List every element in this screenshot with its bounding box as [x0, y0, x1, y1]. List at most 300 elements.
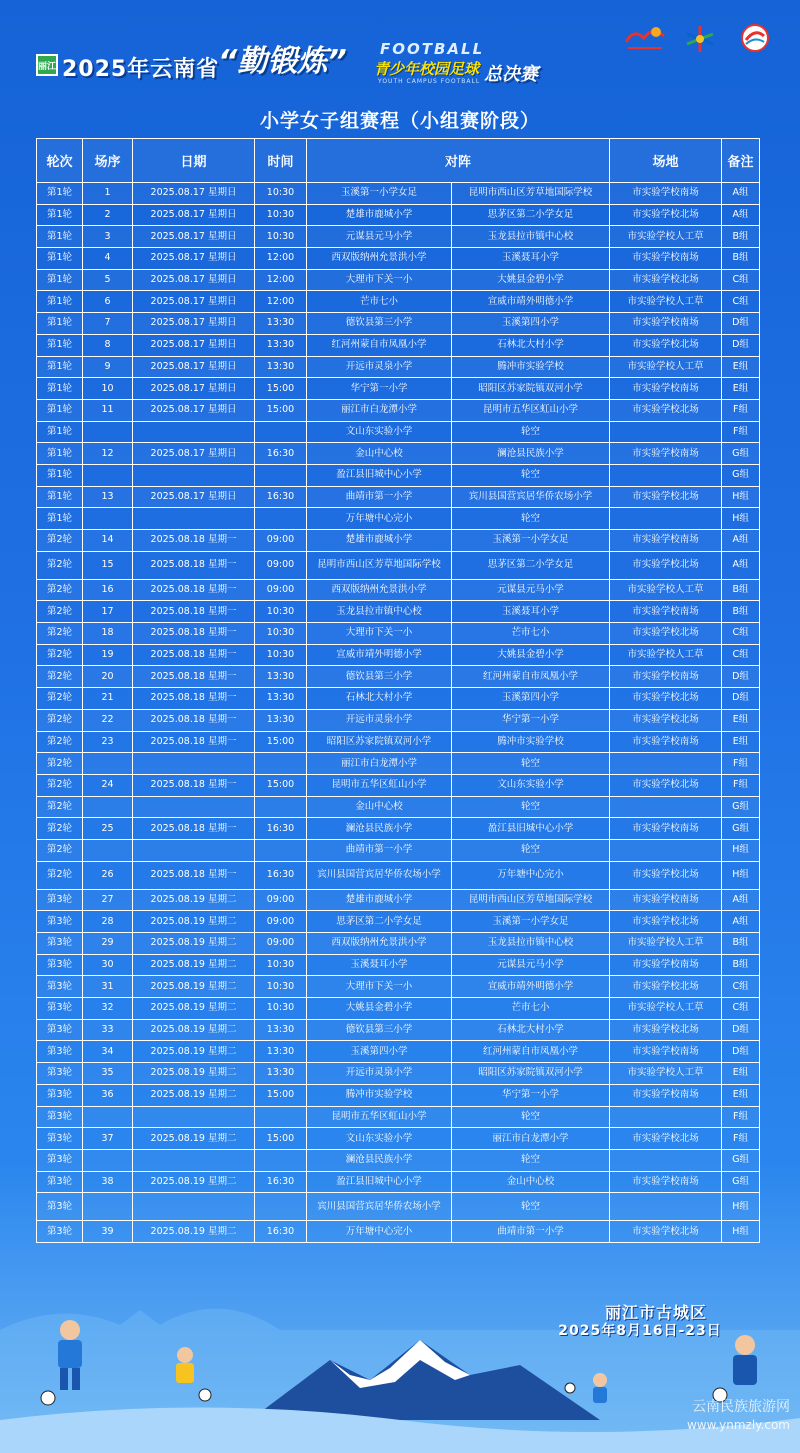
cell-time: 10:30 — [255, 954, 307, 976]
cell-round: 第3轮 — [37, 1171, 83, 1193]
cell-time: 12:00 — [255, 291, 307, 313]
table-row — [37, 508, 760, 530]
table-row — [37, 753, 760, 775]
cell-team-b: 昆明市西山区芳草地国际学校 — [452, 183, 610, 205]
cell-date: 2025.08.17 星期日 — [133, 399, 255, 421]
cell-venue: 市实验学校人工草 — [610, 933, 722, 955]
table-row — [37, 269, 760, 291]
cell-round: 第2轮 — [37, 623, 83, 645]
cell-venue: 市实验学校南场 — [610, 666, 722, 688]
cell-group: A组 — [722, 204, 760, 226]
cell-match-no: 22 — [83, 709, 133, 731]
cell-group: F组 — [722, 421, 760, 443]
cell-team-b: 红河州蒙自市凤凰小学 — [452, 1041, 610, 1063]
cell-team-b: 红河州蒙自市凤凰小学 — [452, 666, 610, 688]
cell-group: G组 — [722, 1149, 760, 1171]
cell-group: E组 — [722, 731, 760, 753]
cell-round: 第2轮 — [37, 861, 83, 889]
cell-time: 15:00 — [255, 378, 307, 400]
cell-round: 第2轮 — [37, 839, 83, 861]
table-row — [37, 248, 760, 270]
cell-venue — [610, 421, 722, 443]
cell-date: 2025.08.19 星期二 — [133, 1128, 255, 1150]
table-row — [37, 731, 760, 753]
cell-round: 第3轮 — [37, 954, 83, 976]
table-row — [37, 443, 760, 465]
cell-venue: 市实验学校人工草 — [610, 998, 722, 1020]
football-logo — [374, 38, 554, 88]
cell-group: A组 — [722, 889, 760, 911]
table-row — [37, 356, 760, 378]
cell-time: 16:30 — [255, 818, 307, 840]
cell-group: H组 — [722, 1221, 760, 1243]
lijiang-badge: 丽江 — [36, 54, 58, 76]
cell-time: 09:00 — [255, 889, 307, 911]
cell-match-no: 24 — [83, 774, 133, 796]
table-row — [37, 796, 760, 818]
cell-team-b: 轮空 — [452, 464, 610, 486]
partner-logo-1-icon — [620, 22, 670, 72]
cell-time — [255, 1193, 307, 1221]
cell-date: 2025.08.17 星期日 — [133, 269, 255, 291]
cell-match-no: 25 — [83, 818, 133, 840]
cell-match-no: 35 — [83, 1063, 133, 1085]
cell-round: 第2轮 — [37, 688, 83, 710]
cell-group: G组 — [722, 818, 760, 840]
cell-date: 2025.08.18 星期一 — [133, 530, 255, 552]
cell-round: 第2轮 — [37, 796, 83, 818]
cell-group: H组 — [722, 508, 760, 530]
schedule-table — [36, 138, 760, 1243]
cell-team-b: 万年塘中心完小 — [452, 861, 610, 889]
cell-team-a: 西双版纳州允景洪小学 — [307, 248, 452, 270]
cell-match-no: 5 — [83, 269, 133, 291]
cell-date: 2025.08.19 星期二 — [133, 911, 255, 933]
cell-team-b: 元谋县元马小学 — [452, 954, 610, 976]
cell-round: 第1轮 — [37, 464, 83, 486]
table-row — [37, 579, 760, 601]
cell-venue — [610, 839, 722, 861]
cell-venue — [610, 1193, 722, 1221]
table-row — [37, 183, 760, 205]
cell-team-b: 玉龙县拉市镇中心校 — [452, 933, 610, 955]
cell-group: B组 — [722, 226, 760, 248]
cell-match-no: 37 — [83, 1128, 133, 1150]
table-row — [37, 226, 760, 248]
table-row — [37, 551, 760, 579]
cell-team-b: 轮空 — [452, 796, 610, 818]
cell-team-a: 西双版纳州允景洪小学 — [307, 579, 452, 601]
table-row — [37, 998, 760, 1020]
cell-group: A组 — [722, 551, 760, 579]
cell-team-a: 芒市七小 — [307, 291, 452, 313]
cell-date: 2025.08.18 星期一 — [133, 666, 255, 688]
cell-team-b: 华宁第一小学 — [452, 1084, 610, 1106]
cell-date: 2025.08.19 星期二 — [133, 1063, 255, 1085]
cell-time: 15:00 — [255, 1084, 307, 1106]
table-row — [37, 644, 760, 666]
cell-team-b: 腾冲市实验学校 — [452, 356, 610, 378]
cell-group: B组 — [722, 954, 760, 976]
table-row — [37, 954, 760, 976]
cell-match-no: 8 — [83, 334, 133, 356]
cell-time — [255, 508, 307, 530]
football-en: YOUTH CAMPUS FOOTBALL — [378, 78, 481, 85]
table-row — [37, 889, 760, 911]
cell-round: 第3轮 — [37, 1019, 83, 1041]
table-header-row — [37, 139, 760, 183]
table-row — [37, 911, 760, 933]
cell-group: A组 — [722, 530, 760, 552]
cell-match-no: 12 — [83, 443, 133, 465]
cell-team-b: 玉溪第一小学女足 — [452, 911, 610, 933]
cell-team-a: 曲靖市第一小学 — [307, 839, 452, 861]
cell-venue: 市实验学校南场 — [610, 954, 722, 976]
cell-venue: 市实验学校北场 — [610, 861, 722, 889]
table-row — [37, 464, 760, 486]
cell-team-b: 盈江县旧城中心小学 — [452, 818, 610, 840]
header-venue: 场地 — [610, 139, 722, 183]
cell-team-b: 曲靖市第一小学 — [452, 1221, 610, 1243]
cell-date — [133, 508, 255, 530]
table-row — [37, 601, 760, 623]
cell-venue: 市实验学校北场 — [610, 486, 722, 508]
cell-group: A组 — [722, 183, 760, 205]
cell-group: C组 — [722, 644, 760, 666]
cell-match-no — [83, 464, 133, 486]
cell-team-b: 玉溪聂耳小学 — [452, 248, 610, 270]
cell-team-a: 石林北大村小学 — [307, 688, 452, 710]
cell-group: H组 — [722, 1193, 760, 1221]
cell-time: 13:30 — [255, 709, 307, 731]
cell-date: 2025.08.19 星期二 — [133, 976, 255, 998]
cell-match-no: 14 — [83, 530, 133, 552]
cell-match-no: 3 — [83, 226, 133, 248]
cell-round: 第2轮 — [37, 579, 83, 601]
cell-team-a: 盈江县旧城中心小学 — [307, 464, 452, 486]
cell-round: 第1轮 — [37, 226, 83, 248]
cell-venue: 市实验学校南场 — [610, 313, 722, 335]
cell-match-no — [83, 1106, 133, 1128]
table-row — [37, 399, 760, 421]
cell-team-a: 金山中心校 — [307, 443, 452, 465]
cell-group: F组 — [722, 774, 760, 796]
cell-round: 第2轮 — [37, 818, 83, 840]
cell-group: B组 — [722, 248, 760, 270]
cell-time: 10:30 — [255, 623, 307, 645]
cell-time: 16:30 — [255, 486, 307, 508]
cell-time: 12:00 — [255, 248, 307, 270]
cell-round: 第3轮 — [37, 1128, 83, 1150]
cell-time: 16:30 — [255, 861, 307, 889]
cell-team-a: 玉龙县拉市镇中心校 — [307, 601, 452, 623]
cell-venue: 市实验学校南场 — [610, 248, 722, 270]
cell-time: 13:30 — [255, 334, 307, 356]
cell-time: 13:30 — [255, 666, 307, 688]
cell-group: E组 — [722, 378, 760, 400]
cell-time: 10:30 — [255, 601, 307, 623]
cell-match-no: 18 — [83, 623, 133, 645]
cell-date — [133, 839, 255, 861]
cell-group: F组 — [722, 753, 760, 775]
cell-team-a: 大理市下关一小 — [307, 976, 452, 998]
cell-time — [255, 839, 307, 861]
cell-date — [133, 1149, 255, 1171]
cell-group: E组 — [722, 356, 760, 378]
cell-team-b: 玉龙县拉市镇中心校 — [452, 226, 610, 248]
cell-match-no — [83, 839, 133, 861]
cell-team-b: 金山中心校 — [452, 1171, 610, 1193]
cell-round: 第1轮 — [37, 291, 83, 313]
cell-venue: 市实验学校南场 — [610, 731, 722, 753]
cell-team-b: 昆明市西山区芳草地国际学校 — [452, 889, 610, 911]
cell-date: 2025.08.17 星期日 — [133, 204, 255, 226]
cell-team-a: 德钦县第三小学 — [307, 1019, 452, 1041]
cell-time: 16:30 — [255, 1221, 307, 1243]
cell-group: C组 — [722, 291, 760, 313]
cell-round: 第2轮 — [37, 709, 83, 731]
cell-team-a: 金山中心校 — [307, 796, 452, 818]
cell-team-b: 芒市七小 — [452, 623, 610, 645]
cell-time: 09:00 — [255, 551, 307, 579]
cell-team-b: 轮空 — [452, 753, 610, 775]
table-row — [37, 1019, 760, 1041]
cell-time: 09:00 — [255, 579, 307, 601]
cell-match-no: 23 — [83, 731, 133, 753]
football-final: 总决赛 — [484, 64, 538, 85]
table-row — [37, 774, 760, 796]
brand-title: 2025年云南省 — [62, 57, 220, 82]
header-time: 时间 — [255, 139, 307, 183]
cell-date: 2025.08.18 星期一 — [133, 579, 255, 601]
cell-team-a: 万年塘中心完小 — [307, 1221, 452, 1243]
cell-venue: 市实验学校人工草 — [610, 226, 722, 248]
cell-venue — [610, 1106, 722, 1128]
cell-time: 10:30 — [255, 226, 307, 248]
cell-date: 2025.08.17 星期日 — [133, 248, 255, 270]
cell-round: 第1轮 — [37, 443, 83, 465]
cell-group: D组 — [722, 1019, 760, 1041]
watermark-url: www.ynmzly.com — [686, 1418, 790, 1432]
cell-time: 16:30 — [255, 443, 307, 465]
cell-time — [255, 1106, 307, 1128]
cell-match-no — [83, 796, 133, 818]
cell-date: 2025.08.19 星期二 — [133, 998, 255, 1020]
cell-venue: 市实验学校南场 — [610, 530, 722, 552]
cell-team-b: 轮空 — [452, 1106, 610, 1128]
cell-time: 10:30 — [255, 998, 307, 1020]
cell-team-a: 西双版纳州允景洪小学 — [307, 933, 452, 955]
cell-group: F组 — [722, 1128, 760, 1150]
cell-team-a: 开远市灵泉小学 — [307, 709, 452, 731]
cell-team-a: 楚雄市鹿城小学 — [307, 530, 452, 552]
cell-venue: 市实验学校北场 — [610, 688, 722, 710]
cell-team-b: 玉溪第四小学 — [452, 688, 610, 710]
cell-group: D组 — [722, 313, 760, 335]
cell-team-a: 大理市下关一小 — [307, 623, 452, 645]
cell-group: D组 — [722, 1041, 760, 1063]
cell-date: 2025.08.18 星期一 — [133, 731, 255, 753]
cell-date — [133, 464, 255, 486]
table-row — [37, 818, 760, 840]
cell-round: 第1轮 — [37, 334, 83, 356]
cell-round: 第1轮 — [37, 399, 83, 421]
cell-date: 2025.08.17 星期日 — [133, 183, 255, 205]
cell-team-a: 腾冲市实验学校 — [307, 1084, 452, 1106]
cell-round: 第2轮 — [37, 774, 83, 796]
table-row — [37, 291, 760, 313]
cell-round: 第3轮 — [37, 889, 83, 911]
cell-team-a: 昆明市西山区芳草地国际学校 — [307, 551, 452, 579]
cell-round: 第1轮 — [37, 313, 83, 335]
cell-venue: 市实验学校北场 — [610, 911, 722, 933]
cell-team-a: 曲靖市第一小学 — [307, 486, 452, 508]
cell-team-a: 宾川县国营宾居华侨农场小学 — [307, 861, 452, 889]
cell-date: 2025.08.17 星期日 — [133, 486, 255, 508]
cell-team-a: 昭阳区苏家院镇双河小学 — [307, 731, 452, 753]
cell-venue: 市实验学校人工草 — [610, 356, 722, 378]
cell-venue: 市实验学校南场 — [610, 818, 722, 840]
cell-match-no: 7 — [83, 313, 133, 335]
cell-team-a: 开远市灵泉小学 — [307, 1063, 452, 1085]
cell-team-a: 丽江市白龙潭小学 — [307, 399, 452, 421]
cell-team-b: 昭阳区苏家院镇双河小学 — [452, 378, 610, 400]
cell-time — [255, 421, 307, 443]
cell-group: B组 — [722, 579, 760, 601]
cell-venue: 市实验学校北场 — [610, 1019, 722, 1041]
cell-group: C组 — [722, 998, 760, 1020]
cell-match-no: 15 — [83, 551, 133, 579]
cell-team-a: 澜沧县民族小学 — [307, 818, 452, 840]
cell-group: G组 — [722, 796, 760, 818]
cell-team-b: 轮空 — [452, 508, 610, 530]
cell-team-b: 轮空 — [452, 839, 610, 861]
cell-time: 10:30 — [255, 976, 307, 998]
cell-venue: 市实验学校南场 — [610, 601, 722, 623]
cell-round: 第3轮 — [37, 1149, 83, 1171]
cell-match-no: 30 — [83, 954, 133, 976]
cell-date — [133, 1106, 255, 1128]
cell-match-no: 27 — [83, 889, 133, 911]
cell-venue: 市实验学校南场 — [610, 1041, 722, 1063]
cell-date: 2025.08.18 星期一 — [133, 861, 255, 889]
cell-time: 10:30 — [255, 183, 307, 205]
cell-venue: 市实验学校人工草 — [610, 644, 722, 666]
cell-date: 2025.08.18 星期一 — [133, 688, 255, 710]
cell-group: E组 — [722, 1084, 760, 1106]
cell-time: 15:00 — [255, 1128, 307, 1150]
cell-round: 第1轮 — [37, 183, 83, 205]
cell-match-no: 17 — [83, 601, 133, 623]
cell-date: 2025.08.19 星期二 — [133, 1041, 255, 1063]
cell-date: 2025.08.18 星期一 — [133, 774, 255, 796]
cell-match-no: 20 — [83, 666, 133, 688]
cell-match-no — [83, 508, 133, 530]
cell-venue — [610, 1149, 722, 1171]
cell-date: 2025.08.19 星期二 — [133, 933, 255, 955]
cell-match-no: 34 — [83, 1041, 133, 1063]
cell-team-a: 万年塘中心完小 — [307, 508, 452, 530]
cell-time — [255, 464, 307, 486]
cell-round: 第3轮 — [37, 1106, 83, 1128]
cell-team-a: 玉溪聂耳小学 — [307, 954, 452, 976]
cell-group: B组 — [722, 601, 760, 623]
cell-team-a: 元谋县元马小学 — [307, 226, 452, 248]
cell-round: 第2轮 — [37, 551, 83, 579]
cell-time — [255, 1149, 307, 1171]
cell-date — [133, 753, 255, 775]
table-row — [37, 976, 760, 998]
cell-date: 2025.08.18 星期一 — [133, 623, 255, 645]
cell-date: 2025.08.19 星期二 — [133, 1221, 255, 1243]
cell-date: 2025.08.18 星期一 — [133, 818, 255, 840]
cell-round: 第2轮 — [37, 666, 83, 688]
cell-match-no — [83, 421, 133, 443]
cell-round: 第1轮 — [37, 248, 83, 270]
cell-venue — [610, 508, 722, 530]
cell-time: 15:00 — [255, 399, 307, 421]
cell-venue: 市实验学校南场 — [610, 1171, 722, 1193]
cell-team-a: 开远市灵泉小学 — [307, 356, 452, 378]
cell-group: D组 — [722, 334, 760, 356]
table-row — [37, 334, 760, 356]
cell-time: 13:30 — [255, 1041, 307, 1063]
cell-time: 10:30 — [255, 204, 307, 226]
cell-round: 第3轮 — [37, 976, 83, 998]
cell-group: C组 — [722, 976, 760, 998]
cell-venue: 市实验学校人工草 — [610, 579, 722, 601]
header-date: 日期 — [133, 139, 255, 183]
cell-match-no — [83, 1149, 133, 1171]
cell-team-a: 昆明市五华区虹山小学 — [307, 1106, 452, 1128]
cell-match-no: 39 — [83, 1221, 133, 1243]
cell-time: 13:30 — [255, 688, 307, 710]
cell-team-b: 玉溪第四小学 — [452, 313, 610, 335]
cell-team-a: 玉溪第四小学 — [307, 1041, 452, 1063]
cell-team-b: 思茅区第二小学女足 — [452, 204, 610, 226]
cell-round: 第1轮 — [37, 204, 83, 226]
cell-date: 2025.08.18 星期一 — [133, 551, 255, 579]
cell-venue: 市实验学校南场 — [610, 889, 722, 911]
schedule-body — [37, 183, 760, 1243]
table-row — [37, 1084, 760, 1106]
cell-time: 13:30 — [255, 1063, 307, 1085]
cell-time: 09:00 — [255, 530, 307, 552]
table-row — [37, 839, 760, 861]
table-row — [37, 378, 760, 400]
table-row — [37, 666, 760, 688]
cell-team-a: 玉溪第一小学女足 — [307, 183, 452, 205]
cell-venue: 市实验学校南场 — [610, 443, 722, 465]
cell-team-a: 昆明市五华区虹山小学 — [307, 774, 452, 796]
cell-team-b: 昭阳区苏家院镇双河小学 — [452, 1063, 610, 1085]
cell-venue: 市实验学校北场 — [610, 399, 722, 421]
cell-team-b: 大姚县金碧小学 — [452, 269, 610, 291]
cell-round: 第1轮 — [37, 421, 83, 443]
cell-team-b: 轮空 — [452, 1193, 610, 1221]
header-matchup: 对阵 — [307, 139, 610, 183]
table-row — [37, 1041, 760, 1063]
cell-group: C组 — [722, 623, 760, 645]
cell-team-a: 德钦县第三小学 — [307, 313, 452, 335]
cell-team-b: 芒市七小 — [452, 998, 610, 1020]
event-dates: 2025年8月16日-23日 — [558, 1323, 722, 1339]
header-round: 轮次 — [37, 139, 83, 183]
cell-date: 2025.08.18 星期一 — [133, 644, 255, 666]
cell-round: 第3轮 — [37, 1193, 83, 1221]
cell-round: 第3轮 — [37, 1084, 83, 1106]
cell-team-a: 盈江县旧城中心小学 — [307, 1171, 452, 1193]
